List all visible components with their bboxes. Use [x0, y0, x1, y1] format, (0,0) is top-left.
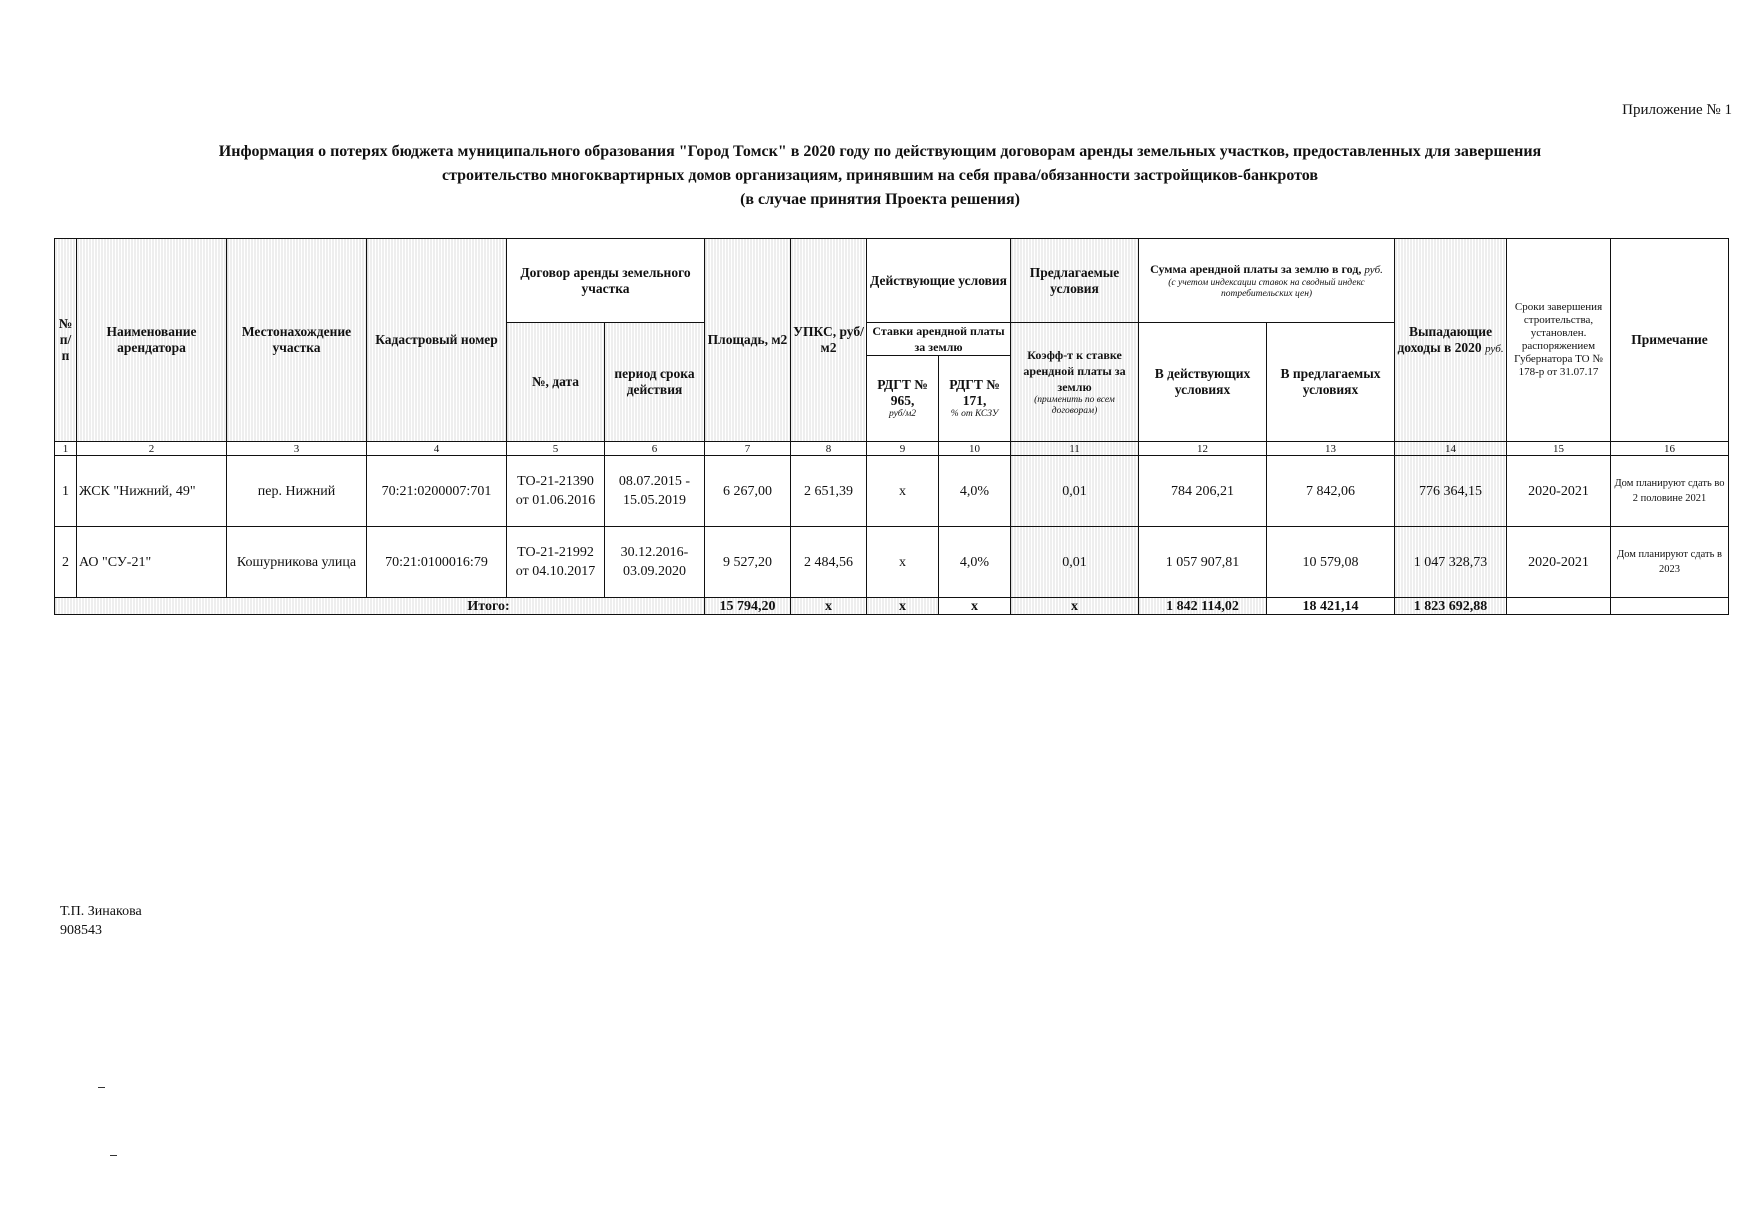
- total-empty-terms: [1507, 598, 1611, 615]
- cell-cadastral: 70:21:0100016:79: [367, 527, 507, 598]
- signature-phone: 908543: [60, 923, 102, 938]
- header-sum: [1139, 239, 1395, 323]
- total-rdgt965: х: [867, 598, 939, 615]
- header-rdgt965-label: РДГТ № 965,: [877, 377, 928, 408]
- signature-name: Т.П. Зинакова: [60, 904, 142, 919]
- header-sum-unit: руб.: [1364, 264, 1383, 276]
- cell-period: 30.12.2016- 03.09.2020: [605, 527, 705, 598]
- total-sum-current: 1 842 114,02: [1139, 598, 1267, 615]
- header-coefficient: [1011, 323, 1139, 442]
- cell-area: 9 527,20: [705, 527, 791, 598]
- total-rdgt171: х: [939, 598, 1011, 615]
- table-row: [55, 456, 1729, 527]
- title-line-1: Информация о потерях бюджета муниципального образования "Город Томск" в 2020 году по действующим договорам аренды земельных участков, предоставленных для завершения: [218, 143, 1542, 160]
- cell-terms: 2020-2021: [1507, 527, 1611, 598]
- header-num: № п/п: [55, 239, 77, 442]
- column-number: 1: [55, 442, 77, 456]
- losses-table: [54, 238, 1729, 615]
- cell-sum-current: 1 057 907,81: [1139, 527, 1267, 598]
- column-number: 8: [791, 442, 867, 456]
- header-contract-no: №, дата: [507, 323, 605, 442]
- column-number: 11: [1011, 442, 1139, 456]
- cell-sum-current: 784 206,21: [1139, 456, 1267, 527]
- header-sum-note: (с учетом индексации ставок на сводный индекс потребительских цен): [1168, 278, 1365, 299]
- column-number: 14: [1395, 442, 1507, 456]
- cell-upks: 2 651,39: [791, 456, 867, 527]
- total-lost-income: 1 823 692,88: [1395, 598, 1507, 615]
- header-rdgt171: [939, 356, 1011, 442]
- cell-rdgt171: 4,0%: [939, 527, 1011, 598]
- header-sum-proposed: В предлагаемых условиях: [1267, 323, 1395, 442]
- cell-location: Кошурникова улица: [227, 527, 367, 598]
- signature-block: [60, 902, 142, 940]
- header-area: Площадь, м2: [705, 239, 791, 442]
- total-coefficient: х: [1011, 598, 1139, 615]
- header-rdgt965-unit: руб/м2: [888, 409, 917, 419]
- cell-area: 6 267,00: [705, 456, 791, 527]
- column-number: 4: [367, 442, 507, 456]
- column-number: 3: [227, 442, 367, 456]
- total-sum-proposed: 18 421,14: [1267, 598, 1395, 615]
- header-lost-income: [1395, 239, 1507, 442]
- cell-note: Дом планируют сдать во 2 половине 2021: [1611, 456, 1729, 527]
- cell-tenant: ЖСК "Нижний, 49": [77, 456, 227, 527]
- header-contract-period: период срока действия: [605, 323, 705, 442]
- cell-cadastral: 70:21:0200007:701: [367, 456, 507, 527]
- cell-lost-income: 1 047 328,73: [1395, 527, 1507, 598]
- scan-mark: [98, 1087, 105, 1088]
- header-proposed-conditions: Предлагаемые условия: [1011, 239, 1139, 323]
- column-number: 6: [605, 442, 705, 456]
- cell-location: пер. Нижний: [227, 456, 367, 527]
- table-row: [55, 527, 1729, 598]
- cell-num: 1: [55, 456, 77, 527]
- cell-coefficient: 0,01: [1011, 456, 1139, 527]
- title-line-3: (в случае принятия Проекта решения): [740, 191, 1020, 208]
- header-current-conditions: Действующие условия: [867, 239, 1011, 323]
- cell-contract-no: ТО-21-21390 от 01.06.2016: [507, 456, 605, 527]
- total-empty-note: [1611, 598, 1729, 615]
- column-number: 12: [1139, 442, 1267, 456]
- appendix-label: Приложение № 1: [1622, 102, 1732, 118]
- cell-rdgt171: 4,0%: [939, 456, 1011, 527]
- header-tenant: Наименование арендатора: [77, 239, 227, 442]
- header-upks: УПКС, руб/м2: [791, 239, 867, 442]
- header-note: Примечание: [1611, 239, 1729, 442]
- column-numbers-row: [55, 442, 1729, 456]
- header-contract: Договор аренды земельного участка: [507, 239, 705, 323]
- header-location: Местонахождение участка: [227, 239, 367, 442]
- header-rdgt171-label: РДГТ № 171,: [949, 377, 1000, 408]
- header-rate: Ставки арендной платы за землю: [867, 323, 1011, 356]
- total-upks: х: [791, 598, 867, 615]
- column-number: 16: [1611, 442, 1729, 456]
- column-number: 13: [1267, 442, 1395, 456]
- scan-mark: [110, 1155, 117, 1156]
- cell-tenant: АО "СУ-21": [77, 527, 227, 598]
- cell-rdgt965: х: [867, 527, 939, 598]
- cell-sum-proposed: 7 842,06: [1267, 456, 1395, 527]
- header-coef-label: Коэфф-т к ставке арендной платы за землю: [1023, 348, 1126, 394]
- cell-terms: 2020-2021: [1507, 456, 1611, 527]
- cell-period: 08.07.2015 - 15.05.2019: [605, 456, 705, 527]
- header-cadastral: Кадастровый номер: [367, 239, 507, 442]
- column-number: 9: [867, 442, 939, 456]
- header-rdgt965: [867, 356, 939, 442]
- cell-contract-no: ТО-21-21992 от 04.10.2017: [507, 527, 605, 598]
- title-line-2: строительство многоквартирных домов организациям, принявшим на себя права/обязанности застройщиков-банкротов: [441, 167, 1318, 184]
- header-lost-label: Выпадающие доходы в 2020: [1397, 323, 1493, 355]
- cell-sum-proposed: 10 579,08: [1267, 527, 1395, 598]
- column-number: 2: [77, 442, 227, 456]
- cell-upks: 2 484,56: [791, 527, 867, 598]
- column-number: 7: [705, 442, 791, 456]
- column-number: 10: [939, 442, 1011, 456]
- cell-num: 2: [55, 527, 77, 598]
- header-sum-current: В действующих условиях: [1139, 323, 1267, 442]
- cell-lost-income: 776 364,15: [1395, 456, 1507, 527]
- document-title: [60, 140, 1700, 212]
- header-sum-label: Сумма арендной платы за землю в год,: [1150, 262, 1362, 276]
- cell-rdgt965: х: [867, 456, 939, 527]
- header-coef-note: (применить по всем договорам): [1034, 395, 1115, 416]
- header-lost-unit: руб.: [1485, 342, 1504, 355]
- header-completion-terms: Сроки завершения строительства, установлен. распоряжением Губернатора ТО № 178-р от 31.07.17: [1507, 239, 1611, 442]
- column-number: 5: [507, 442, 605, 456]
- cell-coefficient: 0,01: [1011, 527, 1139, 598]
- total-label: Итого:: [55, 598, 705, 615]
- column-number: 15: [1507, 442, 1611, 456]
- header-rdgt171-unit: % от КСЗУ: [950, 409, 999, 419]
- total-area: 15 794,20: [705, 598, 791, 615]
- total-row: [55, 598, 1729, 615]
- cell-note: Дом планируют сдать в 2023: [1611, 527, 1729, 598]
